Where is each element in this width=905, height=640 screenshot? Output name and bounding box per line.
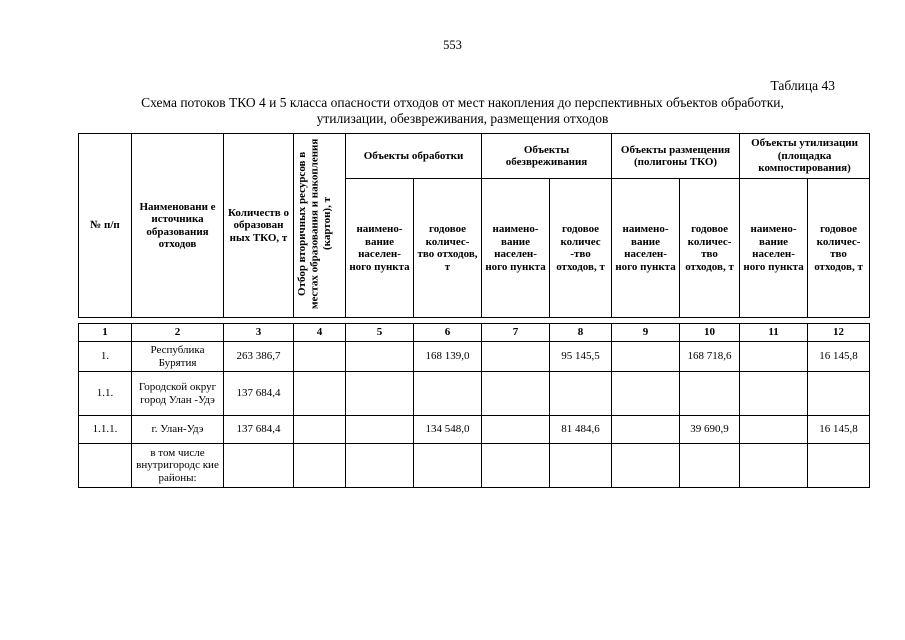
row-c12 [808,372,870,416]
header-group-neutralization: Объекты обезвреживания [482,134,612,179]
header-sub-qty-3: годовое количес- тво отходов, т [680,179,740,318]
row-c8: 95 145,5 [550,342,612,372]
row-c11 [740,372,808,416]
title-line-1: Схема потоков ТКО 4 и 5 класса опасности отходов от мест накопления до перспективных объектов обработки, [141,95,784,110]
header-sub-name-4: наимено- вание населен- ного пункта [740,179,808,318]
row-c5 [346,416,414,444]
header-sub-qty-4: годовое количес- тво отходов, т [808,179,870,318]
table-label: Таблица 43 [770,78,835,93]
row-c10: 168 718,6 [680,342,740,372]
row-num: 1.1.1. [79,416,132,444]
row-num: 1. [79,342,132,372]
row-name: Городской округ город Улан -Удэ [132,372,224,416]
header-group-placement: Объекты размещения (полигоны ТКО) [612,134,740,179]
row-c7 [482,416,550,444]
column-number: 10 [680,324,740,342]
header-sub-qty-2: годовое количес -тво отходов, т [550,179,612,318]
row-c10: 39 690,9 [680,416,740,444]
title-line-2: утилизации, обезвреживания, размещения отходов [316,111,609,126]
page-number: 553 [443,38,462,52]
header-sub-name-1: наимено- вание населен- ного пункта [346,179,414,318]
row-c6 [414,444,482,488]
column-number: 8 [550,324,612,342]
header-sub-qty-1: годовое количес- тво отходов, т [414,179,482,318]
waste-flow-table [78,133,870,488]
row-selection [294,372,346,416]
column-number: 5 [346,324,414,342]
row-selection [294,416,346,444]
table-row [79,416,870,444]
column-number-row [79,324,870,342]
column-number: 9 [612,324,680,342]
row-c7 [482,444,550,488]
row-c8 [550,444,612,488]
header-group-utilization: Объекты утилизации (площадка компостирования) [740,134,870,179]
row-name: г. Улан-Удэ [132,416,224,444]
row-c11 [740,416,808,444]
row-c9 [612,416,680,444]
row-qty: 137 684,4 [224,416,294,444]
row-c5 [346,372,414,416]
row-c6: 168 139,0 [414,342,482,372]
column-number: 12 [808,324,870,342]
row-c10 [680,444,740,488]
header-sub-name-2: наимено- вание населен- ного пункта [482,179,550,318]
row-c5 [346,444,414,488]
table-row [79,444,870,488]
row-c6 [414,372,482,416]
row-c9 [612,342,680,372]
column-number: 1 [79,324,132,342]
row-qty [224,444,294,488]
row-c11 [740,444,808,488]
header-source-name: Наименовани е источника образования отходов [132,134,224,318]
header-selection-text: Отбор вторичных ресурсов в местах образования и накопления (картон), т [296,138,333,309]
column-number: 2 [132,324,224,342]
header-group-processing: Объекты обработки [346,134,482,179]
row-c10 [680,372,740,416]
column-number: 4 [294,324,346,342]
row-qty: 263 386,7 [224,342,294,372]
header-quantity: Количеств о образован ных ТКО, т [224,134,294,318]
column-number: 6 [414,324,482,342]
column-number: 11 [740,324,808,342]
header-sub-name-3: наимено- вание населен- ного пункта [612,179,680,318]
row-num: 1.1. [79,372,132,416]
row-c11 [740,342,808,372]
header-num: № п/п [79,134,132,318]
row-qty: 137 684,4 [224,372,294,416]
row-selection [294,444,346,488]
row-c8 [550,372,612,416]
row-c9 [612,444,680,488]
header-row-groups [79,134,870,179]
row-c5 [346,342,414,372]
column-number: 3 [224,324,294,342]
row-c12: 16 145,8 [808,416,870,444]
header-selection [294,134,346,318]
row-c8: 81 484,6 [550,416,612,444]
row-num [79,444,132,488]
row-c12: 16 145,8 [808,342,870,372]
row-name: в том числе внутригородс кие районы: [132,444,224,488]
row-selection [294,342,346,372]
column-number: 7 [482,324,550,342]
row-c12 [808,444,870,488]
table-row [79,372,870,416]
row-name: Республика Бурятия [132,342,224,372]
row-c6: 134 548,0 [414,416,482,444]
document-title [60,95,865,127]
row-c7 [482,342,550,372]
row-c9 [612,372,680,416]
table-row [79,342,870,372]
row-c7 [482,372,550,416]
